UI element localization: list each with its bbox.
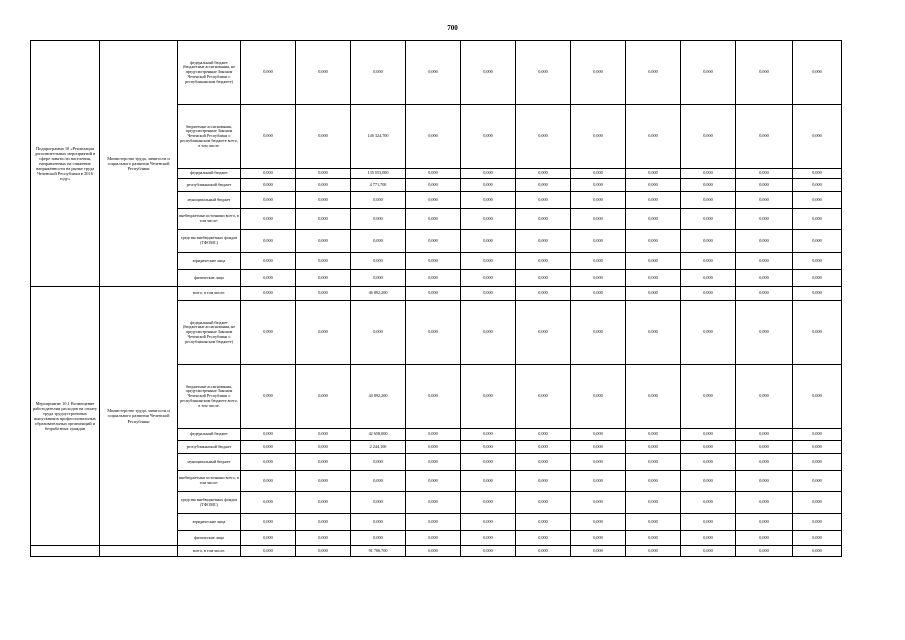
funding-source-cell: всего, в том числе:	[178, 287, 241, 301]
value-cell: 0,000	[461, 471, 516, 492]
value-cell: 0,000	[626, 546, 681, 557]
value-cell: 0,000	[571, 169, 626, 179]
value-cell: 0,000	[241, 41, 296, 105]
funding-source-cell: физические лица	[178, 531, 241, 546]
value-cell: 0,000	[461, 546, 516, 557]
value-cell: 0,000	[793, 492, 842, 514]
value-cell: 0,000	[406, 429, 461, 441]
value-cell: 0,000	[296, 179, 351, 192]
value-cell: 0,000	[516, 270, 571, 287]
value-cell: 0,000	[406, 230, 461, 253]
value-cell: 0,000	[681, 531, 736, 546]
value-cell: 0,000	[571, 546, 626, 557]
value-cell: 0,000	[571, 492, 626, 514]
value-cell: 0,000	[681, 454, 736, 471]
value-cell: 0,000	[681, 546, 736, 557]
value-cell: 0,000	[793, 546, 842, 557]
value-cell: 0,000	[571, 270, 626, 287]
value-cell: 0,000	[351, 253, 406, 270]
value-cell: 0,000	[793, 514, 842, 531]
value-cell: 0,000	[461, 492, 516, 514]
value-cell: 0,000	[351, 270, 406, 287]
funding-source-cell: федеральный бюджет (бюджетные ассигнования, не предусмотренные Законом Чеченской Республики о республиканском бюджете)	[178, 301, 241, 365]
executor-cell: Министерство труда, занятости и социального развития Чеченской Республики	[100, 41, 178, 287]
value-cell: 0,000	[516, 546, 571, 557]
value-cell: 0,000	[571, 429, 626, 441]
value-cell: 0,000	[736, 546, 793, 557]
value-cell: 0,000	[571, 471, 626, 492]
value-cell: 0,000	[241, 230, 296, 253]
value-cell: 0,000	[681, 41, 736, 105]
event-name-cell	[31, 546, 100, 557]
value-cell: 0,000	[793, 301, 842, 365]
value-cell: 0,000	[736, 270, 793, 287]
funding-source-cell: физические лица	[178, 270, 241, 287]
value-cell: 0,000	[793, 429, 842, 441]
value-cell: 0,000	[681, 429, 736, 441]
value-cell: 0,000	[681, 514, 736, 531]
value-cell: 0,000	[736, 454, 793, 471]
value-cell: 0,000	[516, 41, 571, 105]
value-cell: 0,000	[571, 514, 626, 531]
value-cell: 0,000	[296, 531, 351, 546]
value-cell: 0,000	[681, 287, 736, 301]
value-cell: 0,000	[461, 192, 516, 209]
value-cell: 0,000	[681, 301, 736, 365]
value-cell: 0,000	[461, 531, 516, 546]
funding-source-cell: федеральный бюджет (бюджетные ассигнования, не предусмотренные Законом Чеченской Республики о республиканском бюджете)	[178, 41, 241, 105]
funding-source-cell: бюджетные ассигнования, предусмотренные Законом Чеченской Республики о республиканском бюджете всего, в том числе:	[178, 365, 241, 429]
funding-source-cell: средства внебюджетных фондов (ТФОМС)	[178, 230, 241, 253]
value-cell: 0,000	[241, 270, 296, 287]
value-cell: 0,000	[406, 301, 461, 365]
value-cell: 0,000	[406, 253, 461, 270]
value-cell: 0,000	[461, 253, 516, 270]
value-cell: 0,000	[516, 179, 571, 192]
value-cell: 0,000	[736, 301, 793, 365]
value-cell: 0,000	[406, 287, 461, 301]
value-cell: 0,000	[626, 429, 681, 441]
value-cell: 0,000	[681, 270, 736, 287]
value-cell: 0,000	[571, 454, 626, 471]
funding-source-cell: республиканский бюджет	[178, 441, 241, 454]
value-cell: 0,000	[793, 41, 842, 105]
value-cell: 0,000	[241, 429, 296, 441]
value-cell: 0,000	[296, 492, 351, 514]
value-cell: 0,000	[571, 301, 626, 365]
value-cell: 0,000	[571, 105, 626, 169]
value-cell: 0,000	[516, 253, 571, 270]
value-cell: 0,000	[461, 287, 516, 301]
value-cell: 0,000	[296, 192, 351, 209]
value-cell: 0,000	[626, 270, 681, 287]
value-cell: 0,000	[736, 230, 793, 253]
value-cell: 0,000	[736, 514, 793, 531]
value-cell: 0,000	[351, 514, 406, 531]
value-cell: 0,000	[351, 41, 406, 105]
value-cell: 0,000	[406, 169, 461, 179]
value-cell: 0,000	[736, 492, 793, 514]
funding-source-cell: юридические лица	[178, 253, 241, 270]
value-cell: 0,000	[736, 365, 793, 429]
budget-table	[30, 40, 842, 557]
value-cell: 0,000	[461, 429, 516, 441]
value-cell: 0,000	[406, 531, 461, 546]
value-cell: 0,000	[241, 192, 296, 209]
value-cell: 0,000	[351, 531, 406, 546]
value-cell: 0,000	[241, 471, 296, 492]
value-cell: 0,000	[626, 441, 681, 454]
value-cell: 0,000	[461, 441, 516, 454]
value-cell: 0,000	[681, 179, 736, 192]
value-cell: 0,000	[626, 301, 681, 365]
value-cell: 0,000	[296, 270, 351, 287]
value-cell: 42 658,000	[351, 429, 406, 441]
value-cell: 0,000	[461, 209, 516, 230]
value-cell: 0,000	[241, 253, 296, 270]
value-cell: 0,000	[461, 454, 516, 471]
value-cell: 0,000	[296, 253, 351, 270]
value-cell: 0,000	[406, 192, 461, 209]
funding-source-cell: федеральный бюджет	[178, 429, 241, 441]
value-cell: 0,000	[736, 192, 793, 209]
value-cell: 0,000	[406, 454, 461, 471]
value-cell: 0,000	[571, 192, 626, 209]
value-cell: 0,000	[461, 41, 516, 105]
value-cell: 0,000	[406, 514, 461, 531]
value-cell: 0,000	[406, 270, 461, 287]
value-cell: 0,000	[626, 492, 681, 514]
value-cell: 0,000	[793, 179, 842, 192]
value-cell: 0,000	[626, 287, 681, 301]
value-cell: 0,000	[793, 471, 842, 492]
value-cell: 0,000	[516, 169, 571, 179]
value-cell: 0,000	[296, 41, 351, 105]
funding-source-cell: юридические лица	[178, 514, 241, 531]
value-cell: 0,000	[736, 41, 793, 105]
funding-source-cell: средства внебюджетных фондов (ТФОМС)	[178, 492, 241, 514]
value-cell: 0,000	[461, 230, 516, 253]
value-cell: 0,000	[626, 531, 681, 546]
value-cell: 0,000	[681, 230, 736, 253]
value-cell: 0,000	[241, 179, 296, 192]
value-cell: 135 553,000	[351, 169, 406, 179]
value-cell: 0,000	[406, 41, 461, 105]
value-cell: 0,000	[681, 492, 736, 514]
value-cell: 0,000	[681, 253, 736, 270]
value-cell: 2 244,100	[351, 441, 406, 454]
value-cell: 0,000	[516, 441, 571, 454]
value-cell: 0,000	[516, 105, 571, 169]
value-cell: 0,000	[736, 179, 793, 192]
value-cell: 0,000	[296, 230, 351, 253]
value-cell: 0,000	[626, 209, 681, 230]
value-cell: 0,000	[241, 492, 296, 514]
value-cell: 0,000	[793, 230, 842, 253]
value-cell: 0,000	[571, 441, 626, 454]
value-cell: 0,000	[296, 471, 351, 492]
value-cell: 0,000	[516, 301, 571, 365]
value-cell: 0,000	[626, 253, 681, 270]
funding-source-cell: внебюджетные источники всего, в том числе:	[178, 471, 241, 492]
value-cell: 0,000	[516, 192, 571, 209]
value-cell: 0,000	[516, 365, 571, 429]
funding-source-cell: федеральный бюджет	[178, 169, 241, 179]
value-cell: 0,000	[516, 209, 571, 230]
value-cell: 0,000	[736, 471, 793, 492]
value-cell: 0,000	[736, 169, 793, 179]
funding-source-cell: муниципальный бюджет	[178, 454, 241, 471]
value-cell: 0,000	[516, 492, 571, 514]
page-number: 700	[447, 24, 458, 32]
value-cell: 0,000	[406, 365, 461, 429]
value-cell: 0,000	[296, 365, 351, 429]
value-cell: 4 771,700	[351, 179, 406, 192]
value-cell: 0,000	[516, 514, 571, 531]
value-cell: 0,000	[516, 454, 571, 471]
value-cell: 0,000	[406, 492, 461, 514]
value-cell: 0,000	[793, 105, 842, 169]
value-cell: 0,000	[793, 441, 842, 454]
value-cell: 0,000	[461, 301, 516, 365]
funding-source-cell: республиканский бюджет	[178, 179, 241, 192]
value-cell: 0,000	[681, 169, 736, 179]
value-cell: 0,000	[736, 105, 793, 169]
value-cell: 0,000	[571, 209, 626, 230]
executor-cell: Министерство труда, занятости и социального развития Чеченской Республики	[100, 287, 178, 546]
value-cell: 0,000	[461, 270, 516, 287]
value-cell: 0,000	[626, 192, 681, 209]
value-cell: 91 706,700	[351, 546, 406, 557]
table-row	[31, 287, 842, 301]
value-cell: 0,000	[793, 270, 842, 287]
value-cell: 0,000	[736, 531, 793, 546]
value-cell: 0,000	[406, 209, 461, 230]
value-cell: 0,000	[461, 169, 516, 179]
table-row	[31, 41, 842, 105]
value-cell: 0,000	[241, 365, 296, 429]
value-cell: 0,000	[736, 429, 793, 441]
value-cell: 0,000	[793, 454, 842, 471]
value-cell: 0,000	[626, 365, 681, 429]
value-cell: 0,000	[241, 546, 296, 557]
value-cell: 0,000	[241, 105, 296, 169]
value-cell: 0,000	[241, 514, 296, 531]
value-cell: 0,000	[793, 209, 842, 230]
value-cell: 0,000	[296, 454, 351, 471]
value-cell: 0,000	[681, 441, 736, 454]
value-cell: 0,000	[571, 41, 626, 105]
value-cell: 0,000	[241, 454, 296, 471]
value-cell: 0,000	[626, 230, 681, 253]
value-cell: 0,000	[516, 471, 571, 492]
value-cell: 0,000	[296, 514, 351, 531]
value-cell: 0,000	[736, 253, 793, 270]
value-cell: 0,000	[241, 531, 296, 546]
value-cell: 0,000	[626, 169, 681, 179]
funding-source-cell: всего, в том числе:	[178, 546, 241, 557]
value-cell: 0,000	[626, 454, 681, 471]
value-cell: 0,000	[681, 365, 736, 429]
funding-source-cell: муниципальный бюджет	[178, 192, 241, 209]
executor-cell	[100, 546, 178, 557]
value-cell: 0,000	[793, 192, 842, 209]
value-cell: 0,000	[461, 105, 516, 169]
value-cell: 0,000	[406, 179, 461, 192]
event-name-cell: Мероприятие 10.1 Возмещение работодателям расходов на оплату труда трудоустроенных выпускников профессиональных образовательных организаций и безработных граждан	[31, 287, 100, 546]
value-cell: 0,000	[296, 441, 351, 454]
value-cell: 0,000	[516, 429, 571, 441]
event-name-cell: Подпрограмма 10 «Реализация дополнительных мероприятий в сфере занятости населения, направленных на снижение напряжённости на рынке труда Чеченской Республики в 2016 году»	[31, 41, 100, 287]
value-cell: 44 892,200	[351, 365, 406, 429]
value-cell: 0,000	[351, 492, 406, 514]
value-cell: 0,000	[406, 105, 461, 169]
value-cell: 0,000	[296, 209, 351, 230]
value-cell: 0,000	[461, 179, 516, 192]
value-cell: 0,000	[461, 514, 516, 531]
value-cell: 0,000	[351, 454, 406, 471]
value-cell: 0,000	[296, 546, 351, 557]
value-cell: 0,000	[351, 192, 406, 209]
value-cell: 0,000	[681, 192, 736, 209]
value-cell: 0,000	[571, 253, 626, 270]
value-cell: 0,000	[681, 471, 736, 492]
value-cell: 0,000	[793, 169, 842, 179]
value-cell: 0,000	[571, 179, 626, 192]
value-cell: 0,000	[351, 301, 406, 365]
value-cell: 0,000	[241, 209, 296, 230]
funding-source-cell: внебюджетные источники всего, в том числе:	[178, 209, 241, 230]
value-cell: 0,000	[681, 209, 736, 230]
value-cell: 0,000	[351, 209, 406, 230]
funding-source-cell: бюджетные ассигнования, предусмотренные Законом Чеченской Республики о республиканском бюджете всего, в том числе:	[178, 105, 241, 169]
value-cell: 0,000	[626, 514, 681, 531]
value-cell: 0,000	[241, 287, 296, 301]
value-cell: 0,000	[296, 301, 351, 365]
value-cell: 0,000	[241, 441, 296, 454]
value-cell: 0,000	[626, 105, 681, 169]
value-cell: 0,000	[626, 471, 681, 492]
value-cell: 0,000	[626, 41, 681, 105]
value-cell: 0,000	[681, 105, 736, 169]
value-cell: 0,000	[736, 441, 793, 454]
value-cell: 0,000	[736, 287, 793, 301]
value-cell: 0,000	[571, 531, 626, 546]
value-cell: 0,000	[571, 365, 626, 429]
value-cell: 0,000	[571, 287, 626, 301]
value-cell: 0,000	[406, 471, 461, 492]
value-cell: 0,000	[793, 253, 842, 270]
value-cell: 0,000	[736, 209, 793, 230]
value-cell: 0,000	[516, 230, 571, 253]
value-cell: 140 324,700	[351, 105, 406, 169]
value-cell: 0,000	[571, 230, 626, 253]
value-cell: 0,000	[406, 441, 461, 454]
value-cell: 0,000	[461, 365, 516, 429]
value-cell: 0,000	[516, 531, 571, 546]
value-cell: 0,000	[296, 287, 351, 301]
value-cell: 0,000	[296, 429, 351, 441]
value-cell: 0,000	[406, 546, 461, 557]
value-cell: 46 892,200	[351, 287, 406, 301]
table-row	[31, 546, 842, 557]
value-cell: 0,000	[351, 471, 406, 492]
value-cell: 0,000	[296, 169, 351, 179]
value-cell: 0,000	[296, 105, 351, 169]
value-cell: 0,000	[351, 230, 406, 253]
value-cell: 0,000	[793, 531, 842, 546]
value-cell: 0,000	[793, 365, 842, 429]
value-cell: 0,000	[516, 287, 571, 301]
value-cell: 0,000	[241, 169, 296, 179]
value-cell: 0,000	[241, 301, 296, 365]
value-cell: 0,000	[626, 179, 681, 192]
value-cell: 0,000	[793, 287, 842, 301]
